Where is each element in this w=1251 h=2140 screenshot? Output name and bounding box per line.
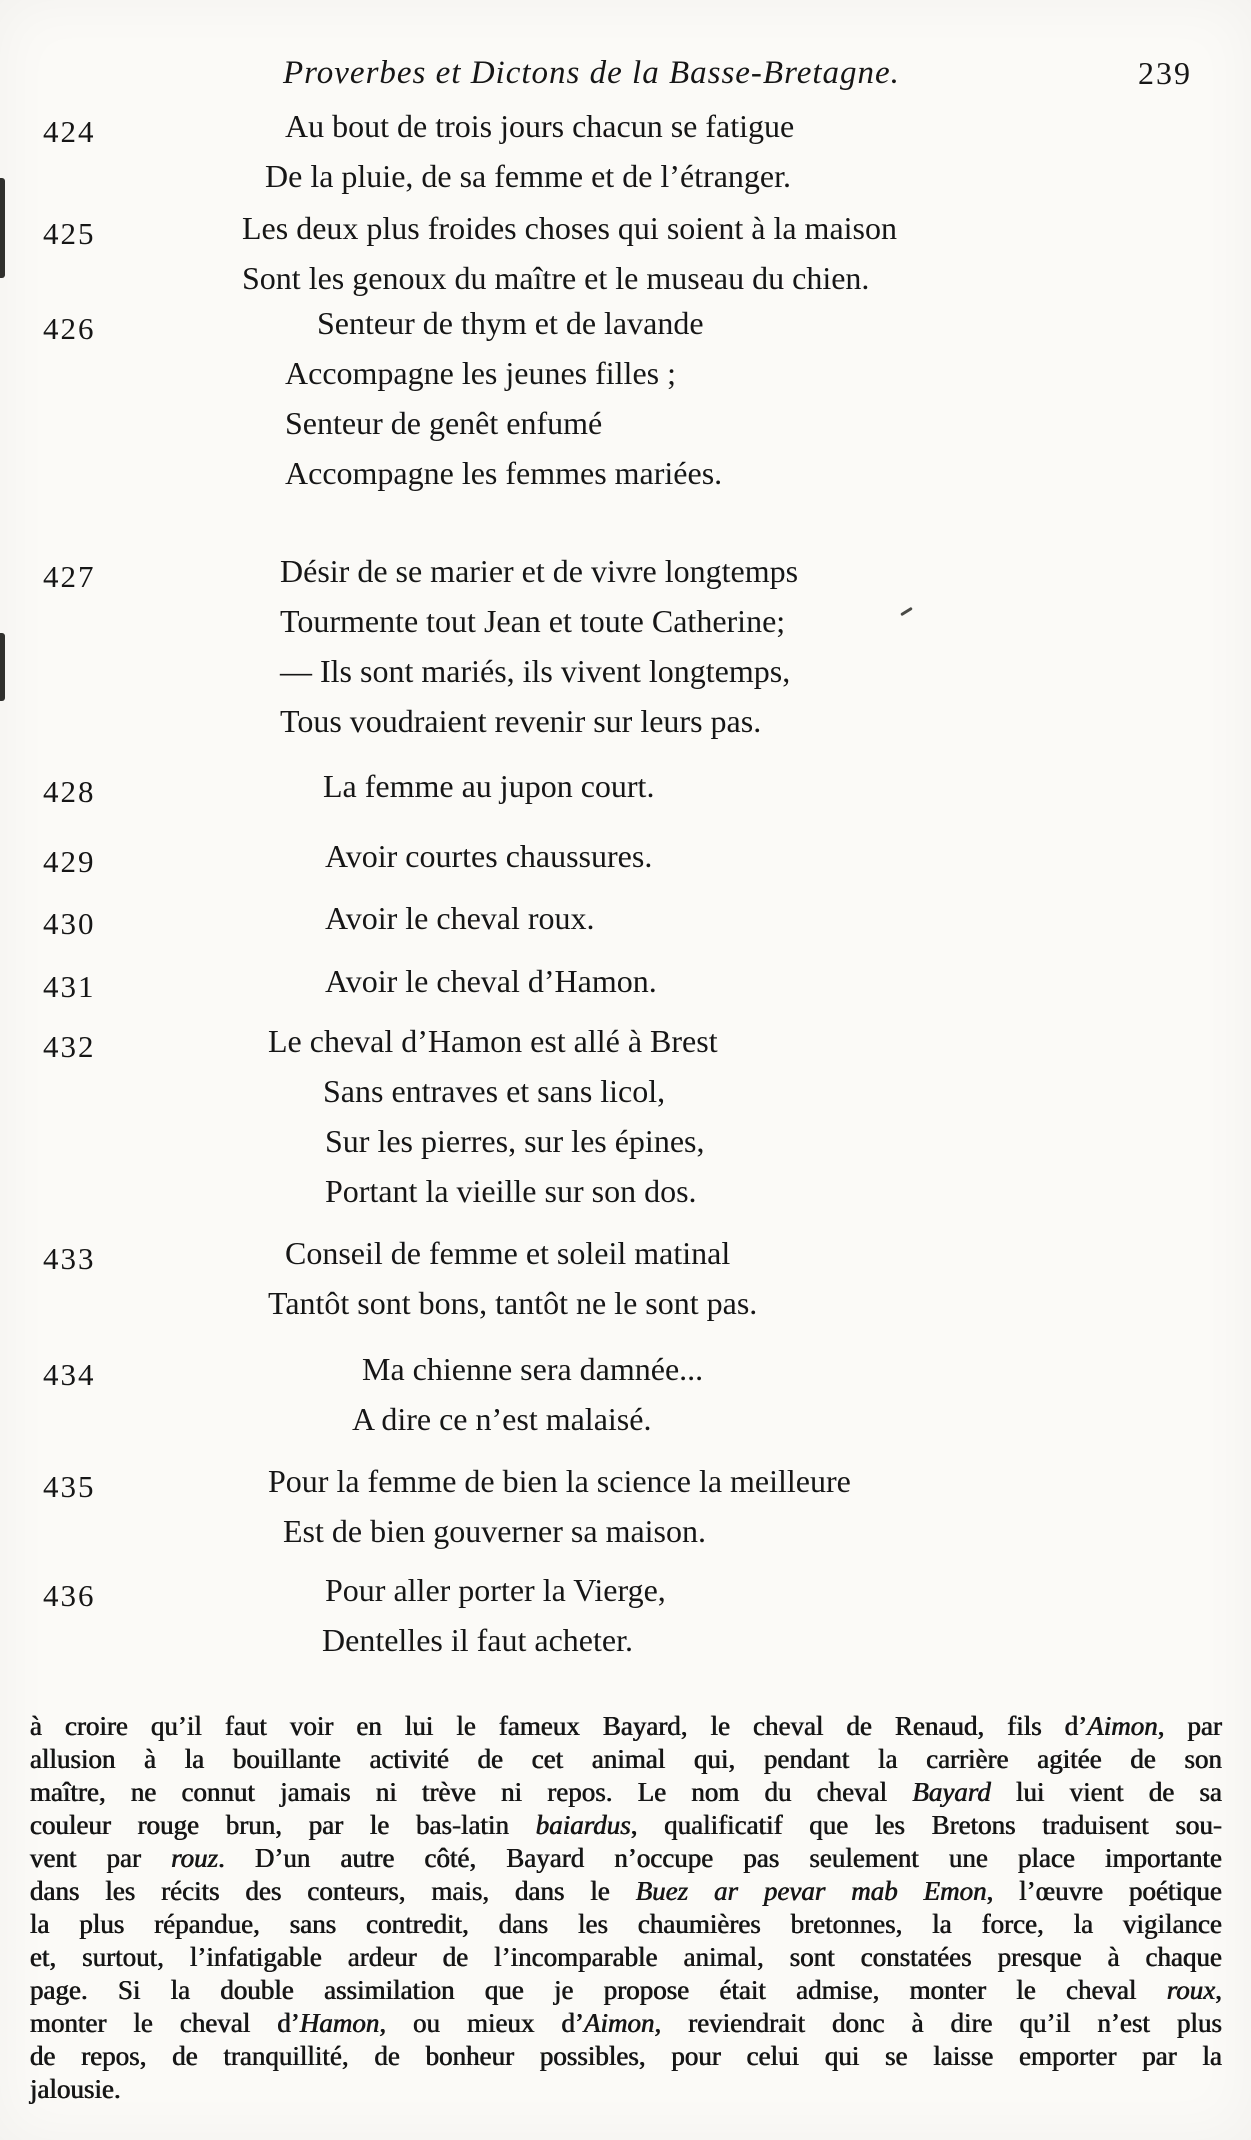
verse-line: Sont les genoux du maître et le museau du chien. <box>242 260 870 296</box>
footnote-line <box>30 1875 1222 1908</box>
scan-edge-artifact <box>0 178 5 278</box>
proverb-entry <box>0 1016 1251 1216</box>
footnote-text: page. Si la double assimilation que je propose était admise, monter le cheval <box>30 1975 1167 2005</box>
verse-line: Conseil de femme et soleil matinal <box>285 1235 731 1271</box>
footnote-text: lui vient de sa <box>990 1777 1222 1807</box>
running-header-title: Proverbes et Dictons de la Basse-Bretagne. <box>283 55 900 91</box>
footnote-line <box>30 2073 1222 2106</box>
proverb-number: 426 <box>43 311 96 346</box>
footnote-text: la plus répandue, sans contredit, dans les chaumières bretonnes, la force, la vigilance <box>30 1909 1222 1939</box>
footnote-text: , par <box>1157 1711 1222 1741</box>
verse-line: Avoir le cheval d’Hamon. <box>325 963 657 999</box>
proverb-entry <box>0 203 1251 303</box>
verse-line: Est de bien gouverner sa maison. <box>283 1513 706 1549</box>
verse-line: Senteur de thym et de lavande <box>317 305 704 341</box>
scan-edge-artifact <box>0 633 5 701</box>
footnote-text: vent par <box>30 1843 172 1873</box>
footnote-italic-term: Aimon <box>1087 1711 1158 1741</box>
proverb-entry <box>0 956 1251 1006</box>
footnote-line <box>30 1809 1222 1842</box>
footnote-text: , l’œuvre poétique <box>986 1876 1222 1906</box>
verse-line: Au bout de trois jours chacun se fatigue <box>285 108 795 144</box>
proverb-number: 424 <box>43 114 96 149</box>
proverb-number: 434 <box>43 1357 96 1392</box>
footnote-italic-term: Bayard <box>912 1777 991 1807</box>
verse-line: A dire ce n’est malaisé. <box>352 1401 652 1437</box>
proverb-entry <box>0 1565 1251 1665</box>
footnote-text: monter le cheval d’ <box>30 2008 300 2038</box>
verse-line: Accompagne les femmes mariées. <box>285 455 723 491</box>
footnote-text: et, surtout, l’infatigable ardeur de l’incomparable animal, sont constatées presque à chaque <box>30 1942 1222 1972</box>
verse-line: Tourmente tout Jean et toute Catherine; <box>280 603 786 639</box>
proverb-entry <box>0 546 1251 746</box>
proverb-entry <box>0 761 1251 811</box>
verse-line: Tous voudraient revenir sur leurs pas. <box>280 703 762 739</box>
verse-line: Pour aller porter la Vierge, <box>325 1572 666 1608</box>
verse-line: Le cheval d’Hamon est allé à Brest <box>268 1023 718 1059</box>
footnote-line <box>30 1743 1222 1776</box>
footnote-text: à croire qu’il faut voir en lui le fameux Bayard, le cheval de Renaud, fils d’ <box>30 1711 1088 1741</box>
verse-line: Sans entraves et sans licol, <box>323 1073 666 1109</box>
footnote-italic-term: baiardus <box>535 1810 631 1840</box>
verse-line: Avoir courtes chaussures. <box>325 838 653 874</box>
footnote-line <box>30 2007 1222 2040</box>
footnote-italic-term: Hamon, <box>299 2008 387 2038</box>
footnote-italic-term: Buez ar pevar mab Emon <box>635 1876 987 1906</box>
footnote-text: de repos, de tranquillité, de bonheur possibles, pour celui qui se laisse emporter par la <box>30 2041 1222 2071</box>
footnote-text: maître, ne connut jamais ni trève ni repos. Le nom du cheval <box>30 1777 913 1807</box>
proverb-entry <box>0 893 1251 943</box>
verse-line: Avoir le cheval roux. <box>325 900 595 936</box>
verse-line: Dentelles il faut acheter. <box>322 1622 633 1658</box>
footnote <box>30 1710 1222 2106</box>
proverb-number: 435 <box>43 1469 96 1504</box>
footnote-text: . D’un autre côté, Bayard n’occupe pas seulement une place importante <box>218 1843 1223 1873</box>
page-number: 239 <box>1138 55 1192 91</box>
footnote-text: jalousie. <box>30 2074 121 2104</box>
footnote-line <box>30 2040 1222 2073</box>
verse-line: La femme au jupon court. <box>323 768 655 804</box>
verse-line: Accompagne les jeunes filles ; <box>285 355 676 391</box>
footnote-italic-term: roux <box>1166 1975 1216 2005</box>
proverb-number: 429 <box>43 844 96 879</box>
footnote-line <box>30 1842 1222 1875</box>
proverb-number: 433 <box>43 1241 96 1276</box>
footnote-text: , qualificatif que les Bretons traduisent sou- <box>630 1810 1222 1840</box>
verse-line: Pour la femme de bien la science la meilleure <box>268 1463 851 1499</box>
verse-line: Ma chienne sera damnée... <box>362 1351 704 1387</box>
proverb-entry <box>0 101 1251 201</box>
verse-line: De la pluie, de sa femme et de l’étranger. <box>265 158 791 194</box>
proverb-number: 428 <box>43 774 96 809</box>
verse-line: Les deux plus froides choses qui soient à la maison <box>242 210 897 246</box>
footnote-italic-term: Aimon, <box>584 2008 662 2038</box>
footnote-text: ou mieux d’ <box>386 2008 585 2038</box>
footnote-text: reviendrait donc à dire qu’il n’est plus <box>661 2008 1222 2038</box>
proverb-number: 436 <box>43 1578 96 1613</box>
proverb-entry <box>0 298 1251 498</box>
verse-line: Désir de se marier et de vivre longtemps <box>280 553 799 589</box>
proverb-entry <box>0 1344 1251 1444</box>
footnote-line <box>30 1908 1222 1941</box>
proverb-entry <box>0 1228 1251 1328</box>
proverb-entry <box>0 831 1251 881</box>
verse-line: Portant la vieille sur son dos. <box>325 1173 697 1209</box>
proverb-number: 425 <box>43 216 96 251</box>
footnote-text: dans les récits des conteurs, mais, dans le <box>30 1876 636 1906</box>
verse-line: Sur les pierres, sur les épines, <box>325 1123 705 1159</box>
proverb-number: 427 <box>43 559 96 594</box>
proverb-number: 430 <box>43 906 96 941</box>
footnote-text: allusion à la bouillante activité de cet animal qui, pendant la carrière agitée de son <box>30 1744 1222 1774</box>
proverb-number: 431 <box>43 969 96 1004</box>
footnote-line <box>30 1776 1222 1809</box>
footnote-line <box>30 1941 1222 1974</box>
footnote-line <box>30 1710 1222 1743</box>
footnote-line <box>30 1974 1222 2007</box>
footnote-text: couleur rouge brun, par le bas-latin <box>30 1810 536 1840</box>
proverb-number: 432 <box>43 1029 96 1064</box>
verse-line: Senteur de genêt enfumé <box>285 405 603 441</box>
verse-line: — Ils sont mariés, ils vivent longtemps, <box>280 653 791 689</box>
footnote-text: , <box>1215 1975 1222 2005</box>
proverb-entry <box>0 1456 1251 1556</box>
footnote-italic-term: rouz <box>171 1843 219 1873</box>
verse-line: Tantôt sont bons, tantôt ne le sont pas. <box>268 1285 758 1321</box>
